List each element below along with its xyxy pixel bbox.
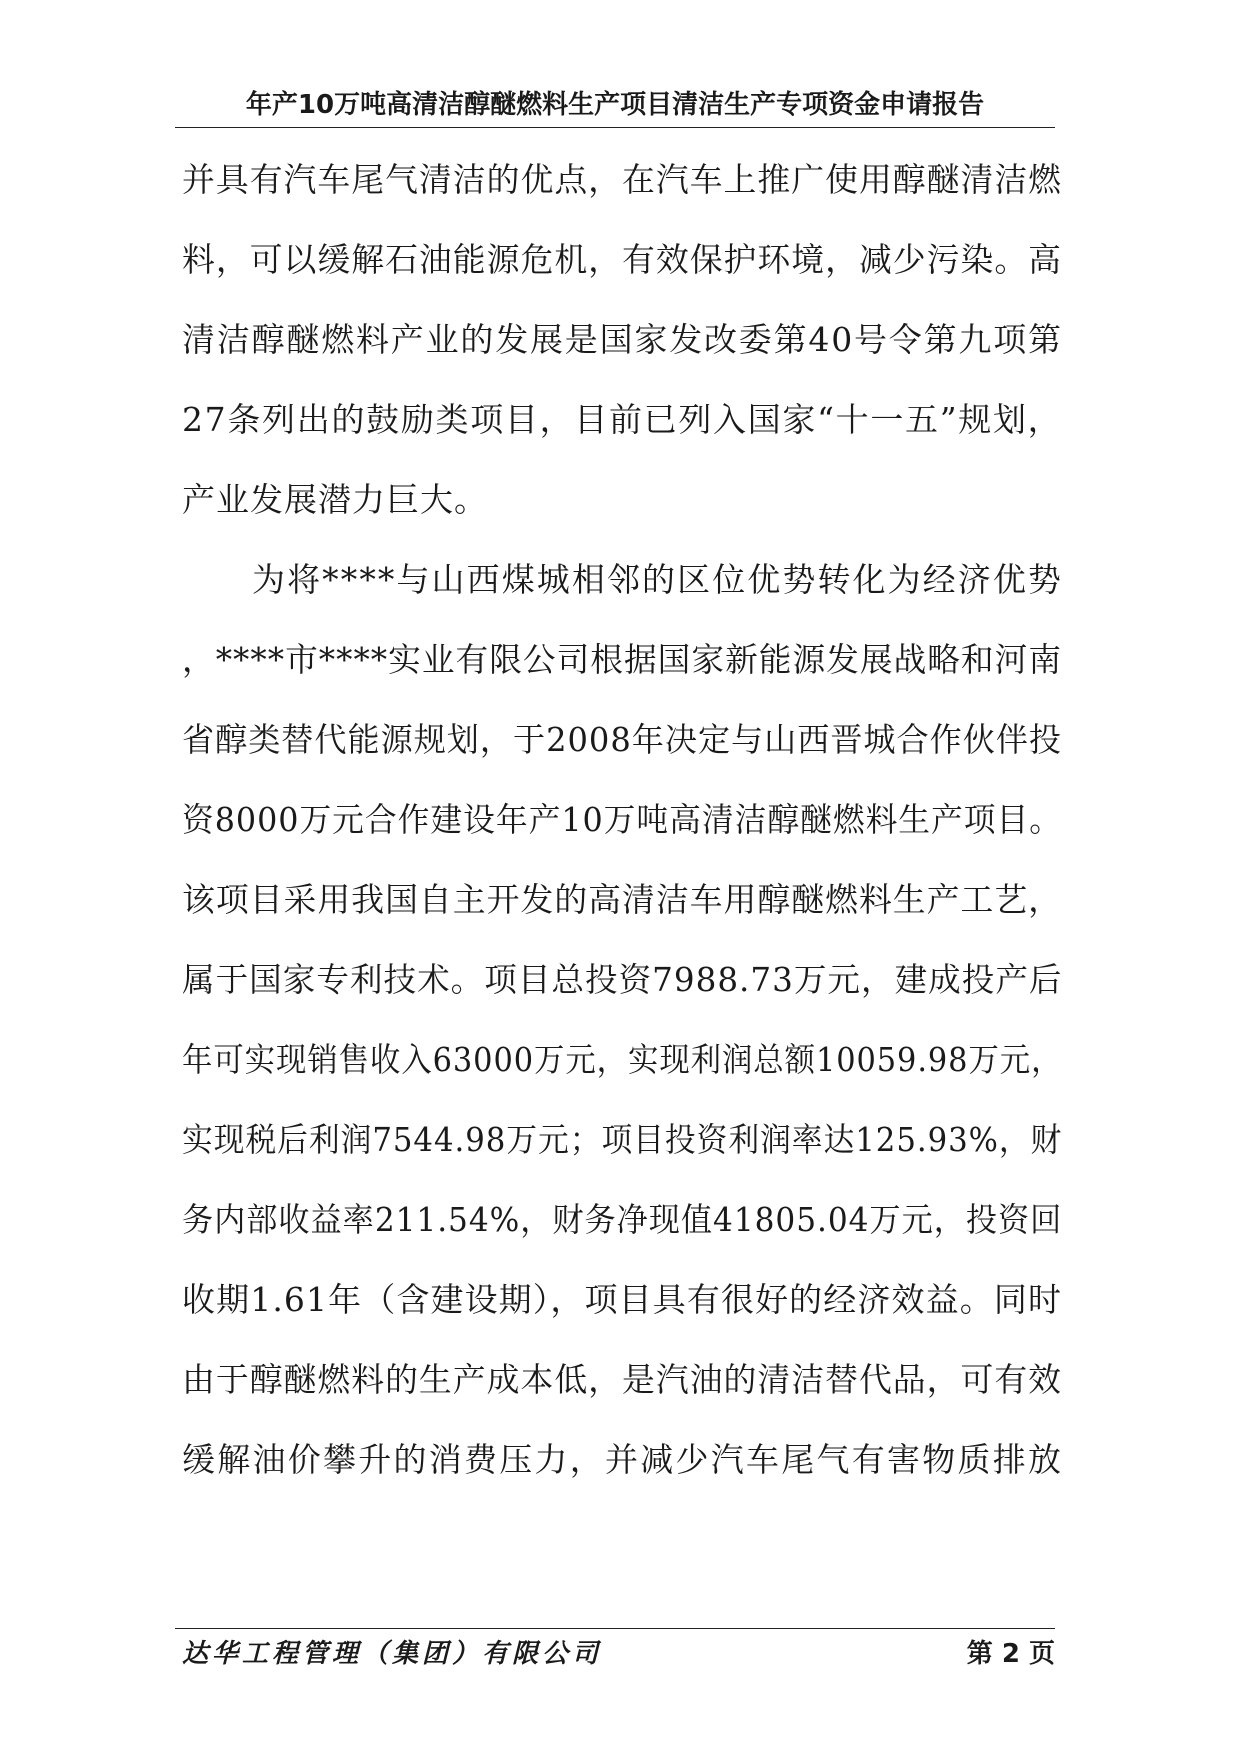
text-line: 由于醇醚燃料的生产成本低，是汽油的清洁替代品，可有效 xyxy=(182,1360,1063,1399)
text-line: 实现税后利润7544.98万元；项目投资利润率达125.93%，财 xyxy=(182,1120,1063,1159)
text-line: ，****市****实业有限公司根据国家新能源发展战略和河南 xyxy=(182,640,1063,679)
footer-company-name: 达华工程管理（集团）有限公司 xyxy=(182,1639,603,1669)
text-line: 属于国家专利技术。项目总投资7988.73万元，建成投产后 xyxy=(182,960,1063,999)
text-line: 产业发展潜力巨大。 xyxy=(182,480,488,519)
text-line: 年可实现销售收入63000万元，实现利润总额10059.98万元， xyxy=(182,1040,1063,1079)
text-line: 该项目采用我国自主开发的高清洁车用醇醚燃料生产工艺， xyxy=(182,880,1063,919)
text-line: 清洁醇醚燃料产业的发展是国家发改委第40号令第九项第 xyxy=(182,320,1063,359)
header-divider xyxy=(175,127,1055,128)
footer-divider xyxy=(175,1628,1055,1629)
text-line: 27条列出的鼓励类项目，目前已列入国家“十一五”规划， xyxy=(182,400,1063,439)
paragraph-start-line: 为将****与山西煤城相邻的区位优势转化为经济优势 xyxy=(252,560,1063,599)
text-line: 务内部收益率211.54%，财务净现值41805.04万元，投资回 xyxy=(182,1200,1063,1239)
text-line: 料，可以缓解石油能源危机，有效保护环境，减少污染。高 xyxy=(182,240,1063,279)
text-line: 省醇类替代能源规划，于2008年决定与山西晋城合作伙伴投 xyxy=(182,720,1063,759)
page-number: 第 2 页 xyxy=(966,1639,1055,1669)
page-header-title: 年产10万吨高清洁醇醚燃料生产项目清洁生产专项资金申请报告 xyxy=(245,90,985,120)
text-line: 收期1.61年（含建设期），项目具有很好的经济效益。同时 xyxy=(182,1280,1063,1319)
text-line: 资8000万元合作建设年产10万吨高清洁醇醚燃料生产项目。 xyxy=(182,800,1062,839)
text-line: 并具有汽车尾气清洁的优点，在汽车上推广使用醇醚清洁燃 xyxy=(182,160,1063,199)
text-line: 缓解油价攀升的消费压力，并减少汽车尾气有害物质排放 xyxy=(182,1440,1064,1479)
